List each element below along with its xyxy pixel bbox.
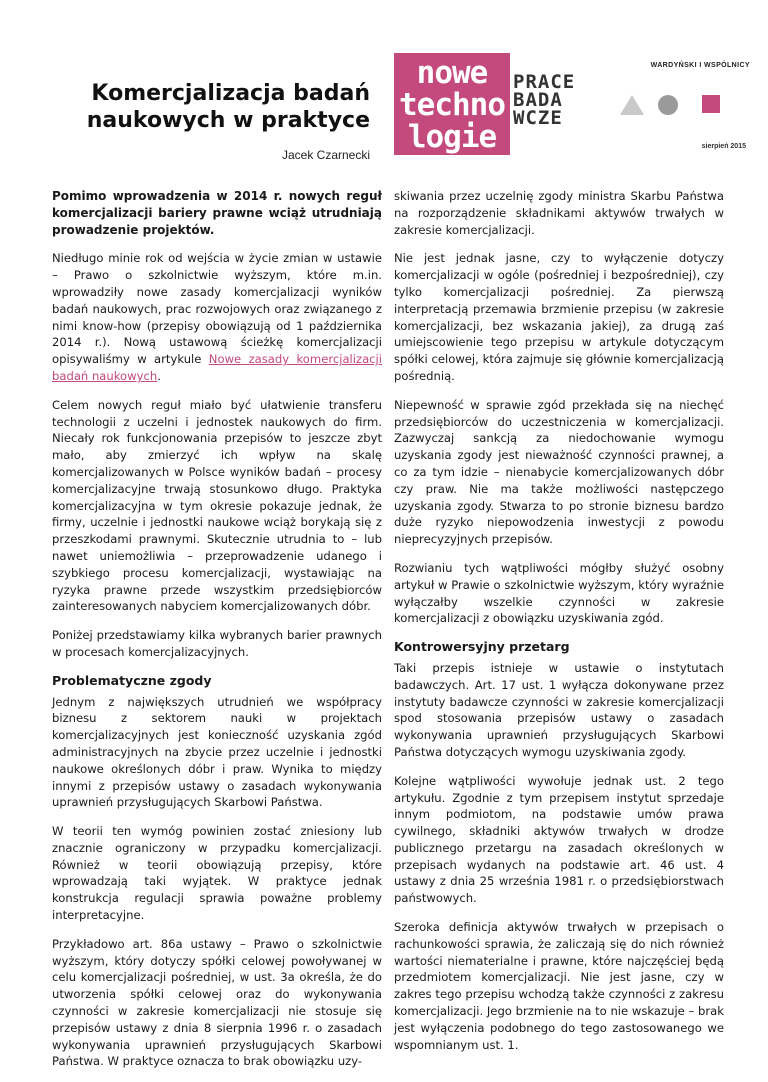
paragraph: Poniżej przedstawiamy kilka wybranych barier prawnych w procesach komercjalizacyjnych.: [52, 628, 382, 659]
prace-badawcze-logo: [513, 73, 603, 127]
paragraph: skiwania przez uczelnię zgody ministra Skarbu Państwa na rozporządzenie składnikami aktywów trwałych w zakresie komercjalizacji.: [394, 189, 724, 237]
paragraph: Kolejne wątpliwości wywołuje jednak ust. 2 tego artykułu. Zgodnie z tym przepisem instytut sprzedaje innym podmiotom, na podstawie umów prawa cywilnego, składniki aktywów trwałych w drodze publicznego przetargu na zasadach określonych w przepisach wydanych na podstawie art. 46 ust. 4 ustawy z dnia 25 września 1981 r. o przedsiębiorstwach państwowych.: [394, 773, 724, 906]
paragraph: Taki przepis istnieje w ustawie o instytutach badawczych. Art. 17 ust. 1 wyłącza dokonywane przez instytuty badawcze czynności w zakresie komercjalizacji spod stosowania przepisów ustawy o zasadach wykonywania uprawnień przysługujących Skarbowi Państwa dotyczących wymogu uzyskiwania zgody.: [394, 660, 724, 759]
paragraph: [52, 250, 382, 384]
lead-paragraph: Pomimo wprowadzenia w 2014 r. nowych reguł komercjalizacji bariery prawne wciąż utrudniają prowadzenie projektów.: [52, 189, 382, 237]
paragraph-text: Niedługo minie rok od wejścia w życie zmian w ustawie – Prawo o szkolnictwie wyższym, które m.in. wprowadziły nowe zasady komercjalizacji wyników badań naukowych, prac rozwojowych oraz związanego z nimi know-how (przepisy obowiązują od 1 października 2014 r.). Nową ustawową ścieżkę komercjalizacji opisywaliśmy w artykule: [52, 251, 382, 367]
page-title: Komercjalizacja badań naukowych w praktyce: [86, 81, 370, 133]
paragraph-text-end: .: [157, 368, 161, 383]
left-column: [52, 188, 382, 1082]
article-link[interactable]: Nowe zasady komercjalizacji badań naukowych: [52, 352, 382, 383]
logo-word-1: nowe: [416, 55, 488, 91]
page-header: [0, 0, 768, 175]
square-icon: [702, 95, 720, 113]
prace-word-1: PRACE: [513, 71, 576, 93]
paragraph: Celem nowych reguł miało być ułatwienie transferu technologii z uczelni i jednostek naukowych do firm. Niecały rok funkcjonowania przepisów to jeszcze zbyt mało, aby zmierzyć ich wpływ na skalę komercjalizowanych w Polsce wyników badań – procesy komercjalizacyjne trwają stosunkowo długo. Praktyka komercjalizacyjna w tym okresie pokazuje jednak, że firmy, uczelnie i jednostki naukowe wciąż borykają się z przeszkodami prawnymi. Skutecznie utrudnia to – lub nawet uniemożliwia – przeprowadzenie udanego i szybkiego procesu komercjalizacji, wystawiając na ryzyka prawne przede wszystkim przedsiębiorców zainteresowanych nabyciem komercjalizowanych dóbr.: [52, 397, 382, 614]
paragraph: Niepewność w sprawie zgód przekłada się na niechęć przedsiębiorców do uczestniczenia w komercjalizacji. Zazwyczaj sankcją za niedochowanie wymogu uzyskania zgody jest nieważność czynności prawnej, a co za tym idzie – nienabycie komercjalizowanych dóbr czy praw. Nie ma także możliwości następczego uzyskania zgody. Stwarza to po stronie biznesu bardzo duże ryzyko niepowodzenia inwestycji z powodu nieprecyzyjnych przepisów.: [394, 397, 724, 547]
firm-name: WARDYŃSKI I WSPÓLNICY: [650, 62, 750, 69]
nowe-technologie-logo: [394, 53, 510, 155]
paragraph: Przykładowo art. 86a ustawy – Prawo o szkolnictwie wyższym, który dotyczy spółki celowej powoływanej w celu komercjalizacji pośredniej, w ust. 3a określa, że do utworzenia spółki celowej oraz do wykonywania czynności w zakresie komercjalizacji nie stosuje się przepisów ustawy z dnia 8 sierpnia 1996 r. o zasadach wykonywania uprawnień przysługujących Skarbowi Państwa. W praktyce oznacza to brak obowiązku uzy-: [52, 936, 382, 1069]
prace-word-2: BADA: [513, 89, 563, 111]
paragraph: Nie jest jednak jasne, czy to wyłączenie dotyczy komercjalizacji w ogóle (pośredniej i bezpośredniej), czy tylko komercjalizacji pośredniej. Za pierwszą interpretacją przemawia brzmienie przepisu (w zakresie komercjalizacji, bez wskazania jakiej), za drugą zaś umiejscowienie tego przepisu w artykule dotyczącym spółki celowej, która zajmuje się głównie komercjalizacją pośrednią.: [394, 251, 724, 383]
circle-icon: [658, 95, 678, 115]
prace-word-3: WCZE: [513, 107, 563, 129]
paragraph: Rozwianiu tych wątpliwości mógłby służyć osobny artykuł w Prawie o szkolnictwie wyższym, który wyraźnie wyłączałby wszelkie czynności w zakresie komercjalizacji z obowiązku uzyskiwania zgód.: [394, 560, 724, 626]
paragraph: Jednym z największych utrudnień we współpracy biznesu z sektorem nauki w projektach komercjalizacyjnych jest konieczność uzyskania zgód administracyjnych na zbycie przez uczelnie i jednostki naukowe określonych dóbr i praw. Wynika to między innymi z przepisów ustawy o zasadach wykonywania uprawnień przysługujących Skarbowi Państwa.: [52, 694, 382, 810]
author-name: Jacek Czarnecki: [281, 148, 370, 162]
paragraph: W teorii ten wymóg powinien zostać zniesiony lub znacznie ograniczony w przypadku komercjalizacji. Również w teorii obowiązują przepisy, które wprowadzają taki wyjątek. W praktyce jednak konstrukcja regulacji sprawia poważne problemy interpretacyjne.: [52, 824, 382, 923]
logo-word-2: techno: [399, 87, 505, 123]
logo-word-3: logie: [407, 119, 497, 155]
decorative-shapes: [620, 95, 740, 115]
publication-date: sierpień 2015: [701, 143, 746, 150]
right-column: [394, 188, 724, 1065]
paragraph: Szeroka definicja aktywów trwałych w przepisach o rachunkowości sprawia, że zaliczają się do nich również wartości niematerialne i prawne, które najczęściej będą przedmiotem komercjalizacji. Nie jest jasne, czy w zakres tego przepisu wchodzą także czynności z zakresu komercjalizacji. Jego brzmienie na to nie wskazuje – brak jest wyłączenia podobnego do tego zastosowanego we wspomnianym ust. 1.: [394, 920, 724, 1052]
section-heading: Kontrowersyjny przetarg: [394, 639, 570, 655]
section-heading: Problematyczne zgody: [52, 672, 212, 688]
triangle-icon: [620, 95, 644, 115]
